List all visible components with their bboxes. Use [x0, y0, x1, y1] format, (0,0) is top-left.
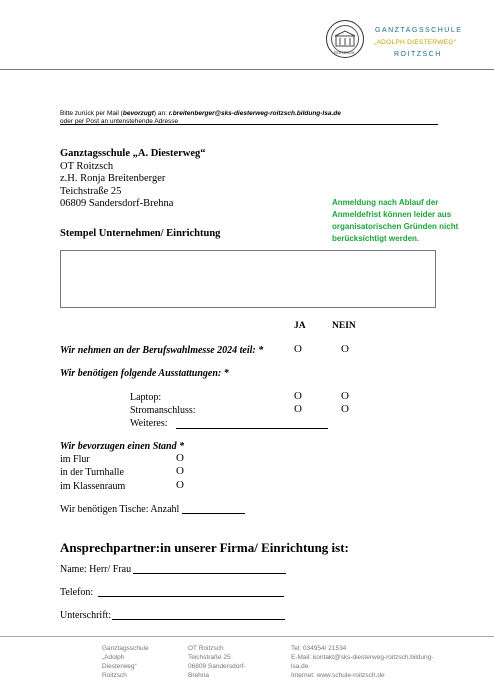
stand-hallway-label: im Flur: [60, 454, 90, 465]
tables-label: Wir benötigen Tische: Anzahl: [60, 504, 180, 515]
stand-gym-option[interactable]: O: [176, 465, 184, 477]
deadline-notice: Anmeldung nach Ablauf der Anmeldefrist können leider aus organisatorischen Gründen nicht berücksichtigt werden.: [332, 198, 459, 243]
question-stand: Wir bevorzugen einen Stand *: [60, 441, 185, 452]
footer-text: Roitzsch: [102, 672, 127, 679]
footer-contact-column: [291, 644, 471, 680]
power-yes-option[interactable]: O: [294, 403, 302, 415]
contact-signature-label: Unterschrift:: [60, 610, 112, 621]
stamp-box[interactable]: [60, 250, 436, 308]
address-line-street: Teichstraße 25: [60, 185, 122, 197]
column-header-no: NEIN: [332, 321, 356, 331]
return-note-prefix: Bitte zurück per Mail (: [60, 110, 123, 117]
address-line-city: 06809 Sandersdorf-Brehna: [60, 198, 174, 209]
footer-text: Brehna: [188, 672, 209, 679]
question-equipment: Wir benötigen folgende Ausstattungen: *: [60, 368, 229, 379]
other-equipment-field[interactable]: [176, 420, 328, 429]
footer-text: Diesterweg“: [102, 663, 137, 670]
school-building-icon: [333, 30, 357, 48]
recipient-address: [60, 148, 206, 211]
address-line-school: Ganztagsschule „A. Diesterweg“: [60, 148, 206, 159]
footer-text: „Adolph: [102, 654, 125, 661]
address-line-attention: z.H. Ronja Breitenberger: [60, 173, 166, 184]
power-label: Stromanschluss:: [130, 405, 196, 416]
footer-phone: Tel: 034954/ 21534: [291, 645, 347, 652]
power-no-option[interactable]: O: [341, 403, 349, 415]
return-note-middle: ) an:: [153, 110, 169, 117]
footer-text: Ganztagsschule: [102, 645, 149, 652]
header-divider: [0, 69, 494, 70]
school-name-line3: ROITZSCH: [394, 51, 442, 58]
footer-school-column: [102, 644, 149, 680]
school-name-line1: GANZTAGSSCHULE: [375, 27, 463, 34]
return-email-link[interactable]: r.breitenberger@sks-diesterweg-roitzsch.bildung-lsa.de: [168, 110, 341, 117]
tables-count-field[interactable]: [182, 505, 245, 514]
stand-gym-label: in der Turnhalle: [60, 467, 124, 478]
school-name-line2: „ADOLPH DIESTERWEG“: [374, 39, 457, 46]
footer-address-column: [188, 644, 245, 680]
stamp-label: Stempel Unternehmen/ Einrichtung: [60, 228, 221, 239]
contact-phone-field[interactable]: [98, 587, 284, 597]
footer-text: Teichstraße 25: [188, 654, 231, 661]
stand-classroom-label: im Klassenraum: [60, 481, 126, 492]
contact-name-label: Name: Herr/ Frau: [60, 564, 132, 575]
footer-website[interactable]: Internet: www.schule-roitzsch.de: [291, 672, 385, 679]
contact-name-field[interactable]: [133, 564, 286, 574]
return-note-divider: [60, 124, 438, 125]
other-equipment-label: Weiteres:: [130, 418, 168, 429]
footer-text: 06809 Sandersdorf-: [188, 663, 246, 670]
column-header-yes: JA: [294, 321, 306, 331]
participation-yes-option[interactable]: O: [294, 343, 302, 355]
participation-no-option[interactable]: O: [341, 343, 349, 355]
stand-hallway-option[interactable]: O: [176, 452, 184, 464]
question-participation: Wir nehmen an der Berufswahlmesse 2024 teil: *: [60, 345, 264, 356]
return-note-line2: oder per Post an untenstehende Adresse: [60, 118, 179, 125]
return-note-emphasis: bevorzugt: [122, 110, 154, 117]
laptop-no-option[interactable]: O: [341, 390, 349, 402]
footer-email-cont[interactable]: lsa.de: [291, 663, 309, 670]
laptop-label: Laptop:: [130, 392, 162, 403]
laptop-yes-option[interactable]: O: [294, 390, 302, 402]
contact-phone-label: Telefon:: [60, 587, 94, 598]
footer-divider: [0, 636, 494, 637]
contact-signature-field[interactable]: [112, 610, 285, 620]
contact-heading: Ansprechpartner:in unserer Firma/ Einrichtung ist:: [60, 540, 349, 555]
address-line-district: OT Roitzsch: [60, 160, 114, 172]
stand-classroom-option[interactable]: O: [176, 479, 184, 491]
footer-text: OT Roitzsch: [188, 645, 224, 652]
footer-email[interactable]: E-Mail: kontakt@sks-diesterweg-roitzsch.bildung-: [291, 654, 434, 661]
logo-text: ROITZSCH: [334, 50, 355, 55]
